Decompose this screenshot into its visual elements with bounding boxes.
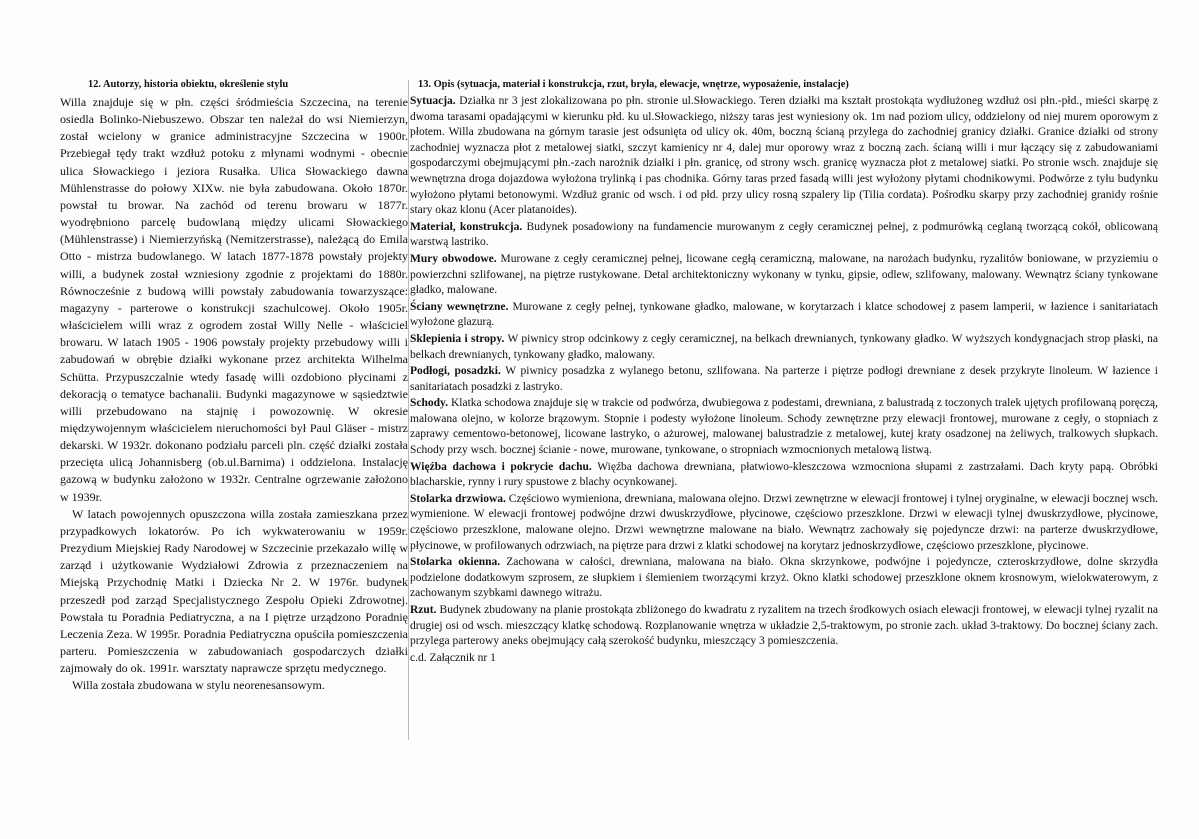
section-text: Murowane z cegły ceramicznej pełnej, licowane cegłą ceramiczną, malowane, na narożach budynku, ryzalitów boniowane, w przyziemiu o powierzchni szlifowanej, na piętrze rustykowane. Detal architektoniczny wykonany w tynku, gipsie, odlew, szlifowany, malowany. Wewnątrz ściany tynkowane gładko, malowane. <box>410 252 1159 297</box>
section-label: Schody. <box>410 397 449 410</box>
description-paragraph <box>410 364 1158 395</box>
section-text: Murowane z cegły pełnej, tynkowane gładko, malowane, w korytarzach i klatce schodowej z pasem lamperii, w łazience i sanitariatach wyłożone glazurą. <box>410 300 1159 329</box>
section-text: Działka nr 3 jest zlokalizowana po płn. stronie ul.Słowackiego. Teren działki ma kształt prostokąta wydłużoneg wzdłuż osi płn.-płd., mieści skarpę z dwoma tarasami opadającymi w kierunku płd. ku ul.Słowackiego, niższy taras jest wyniesiony ok. 1m nad poziom ulicy, oddzielony od niej murem oporowym z płotem. Willa zbudowana na górnym tarasie jest odsunięta od ulicy ok. 40m, boczną ścianą przylega do zachodniej granicy działki. Granice działki od strony zachodniej wyznacza płot z metalowej siatki, szczyt kamienicy nr 4, dalej mur oporowy wraz z boczną zach. ścianą willi i mur łączący się z zabudowaniami gospodarczymi obejmującymi płn.-zach narożnik działki i płn. granicę, od strony wsch. granicę wyznacza płot z metalowej siatki. Po stronie wsch. znajduje się wewnętrzna droga dojazdowa wyłożona trylinką i pas chodnika. Górny taras przed fasadą willi jest wyłożony płytami chodnikowymi. Podwórze z tyłu budynku wyłożono płytami betonowymi. Wzdłuż granic od wsch. i od płd. przy ulicy rosną szpalery lip (Tilia cordata). Pośrodku skarpy przy zachodniej granidy rośnie stary okaz klonu (Acer platanoides). <box>410 95 1159 217</box>
section-12-heading: 12. Autorzy, historia obiektu, określenie stylu <box>88 79 289 90</box>
section-label: Stolarka drzwiowa. <box>410 492 506 505</box>
description-paragraph <box>410 252 1158 299</box>
section-12-column <box>60 78 408 694</box>
history-paragraph-2: W latach powojennych opuszczona willa została zamieszkana przez przypadkowych lokatorów. Po ich wykwaterowaniu w 1959r. Prezydium Miejskiej Rady Narodowej w Szczecinie przekazało willę w zarząd i użytkowanie Wydziałowi Zdrowia z przeznaczeniem na Miejską Przychodnię Matki i Dziecka Nr 2. W 1976r. budynek przeszedł pod zarząd Specjalistycznego Zespołu Opieki Zdrowotnej. Powstała tu Poradnia Pediatryczna, a na I piętrze urządzono Poradnię Leczenia Zeza. W 1995r. Poradnia Pediatryczna opuściła pomieszczenia parteru. Pomieszczenia w zabudowaniach gospodarczych działki zajmowały do ok. 1991r. warsztaty naprawcze sprzętu medycznego. <box>60 506 408 676</box>
section-label: Sklepienia i stropy. <box>410 332 505 345</box>
section-13-body <box>410 94 1158 666</box>
description-paragraph <box>410 94 1158 219</box>
description-paragraph <box>410 300 1158 331</box>
description-paragraph <box>410 492 1158 554</box>
section-label: Sytuacja. <box>410 95 456 107</box>
section-text: Budynek zbudowany na planie prostokąta zbliżonego do kwadratu z ryzalitem na trzech środkowych osiach elewacji frontowej, w elewacji tylnej ryzalit na drugiej osi od wsch. mieszczący klatkę schodową. Rozplanowanie wnętrza w układzie 2,5-traktowym, po stronie zach. układ 3-traktowy. Do bocznej ściany zach. przylega parterowy aneks obejmujący całą szerokość budynku, mieszczący 3 pomieszczenia. <box>410 604 1159 648</box>
section-13-heading: 13. Opis (sytuacja, materiał i konstrukcja, rzut, bryła, elewacje, wnętrze, wyposażenie, instalacje) <box>418 79 849 90</box>
section-text: W piwnicy strop odcinkowy z cegły ceramicznej, na belkach drewnianych, tynkowany gładko. W wyższych kondygnacjach strop płaski, na belkach drewnianych, tynkowany gładko, malowany. <box>410 332 1158 361</box>
section-text: Klatka schodowa znajduje się w trakcie od podwórza, dwubiegowa z podestami, drewniana, z balustradą z toczonych tralek ujętych profilowaną poręczą, malowana olejno, w kolorze brązowym. Stopnie i podesty wyłożone linoleum. Schody zewnętrzne przy elewacji frontowej, murowane z cegły, o stopniach z zaprawy cementowo-betonowej, licowane lastryko, o ażurowej, malowanej balustradzie z metalowej, kutej kraty osadzonej na żeliwych, tralkowych słupkach. Schody przy wsch. bocznej ścianie - nowe, murowane, tynkowane, o stropniach wzmocnionych metalową listwą. <box>410 397 1159 457</box>
column-divider <box>408 80 409 740</box>
section-label: Mury obwodowe. <box>410 252 497 265</box>
section-label: Rzut. <box>410 604 437 616</box>
section-label: Stolarka okienna. <box>410 556 501 569</box>
section-12-body <box>60 94 408 694</box>
section-label: Więźba dachowa i pokrycie dachu. <box>410 460 592 473</box>
description-paragraph <box>410 555 1158 602</box>
description-paragraph <box>410 396 1158 458</box>
section-text: Częściowo wymieniona, drewniana, malowana olejno. Drzwi zewnętrzne w elewacji frontowej i tylnej oryginalne, w elewacji bocznej wsch. wymienione. W elewacji frontowej podwójne drzwi dwuskrzydłowe, płycinowe, częściowo przeszklone. Drzwi w elewacji tylnej dwuskrzydłowe, płycinowe, częściowo przeszklone, malowane olejno. Drzwi wewnętrzne malowane na biało. Wewnątrz zachowały się pojedyncze drzwi: na parterze dwuskrzydłowe, płycinowe, w profilowanych odrzwiach, na piętrze para drzwi z klatki schodowej na korytarz jednoskrzydłowe, częściowo przeszklone, płycinowe. <box>410 492 1158 552</box>
section-label: Podłogi, posadzki. <box>410 365 501 378</box>
description-paragraph <box>410 332 1158 363</box>
continuation-note: c.d. Załącznik nr 1 <box>410 651 496 664</box>
description-paragraph <box>410 460 1158 491</box>
section-13-column <box>410 78 1158 666</box>
description-paragraph <box>410 603 1158 650</box>
section-label: Ściany wewnętrzne. <box>410 300 509 313</box>
style-paragraph: Willa została zbudowana w stylu neorenesansowym. <box>72 678 325 693</box>
section-label: Materiał, konstrukcja. <box>410 220 523 233</box>
section-text: W piwnicy posadzka z wylanego betonu, szlifowana. Na parterze i piętrze podłogi drewniane z desek przykryte linoleum. W łazience i sanitariatach posadzki z lastryko. <box>410 365 1158 393</box>
description-paragraph <box>410 220 1158 251</box>
section-text: Budynek posadowiony na fundamencie murowanym z cegły ceramicznej pełnej, z podmurówką ceglaną tworzącą cokół, oblicowaną warstwą lastriko. <box>410 220 1159 249</box>
section-text: Zachowana w całości, drewniana, malowana na biało. Okna skrzynkowe, podwójne i pojedyncze, czteroskrzydłowe, dolne skrzydła podzielone dodatkowym szprosem, ze słupkiem i ślemieniem tworzącymi krzyż. Okno klatki schodowej przeszklone oknem krosnowym, wielokwaterowym, z zachowanym szybkami dawnego witrażu. <box>410 556 1158 600</box>
history-paragraph-1: Willa znajduje się w płn. części śródmieścia Szczecina, na terenie osiedla Bolinko-Niebuszewo. Obszar ten należał do wsi Niemierzyn, został wcielony w granice administracyjne Szczecina w 1900r. Przebiegał tędy trakt wzdłuż potoku z młynami wodnymi - obecnie ulica Słowackiego i jeziora Rusałka. Ulica Słowackiego dawna Mühlenstrasse do połowy XIXw. nie była zabudowana. Około 1870r. powstał tu browar. Na zachód od terenu browaru w 1877r. wyodrębniono parcelę budowlaną między ulicami Słowackiego (Mühlenstrasse) i Niemierzyńską (Nemitzerstrasse), należącą do Emila Otto - mistrza budowlanego. W latach 1877-1878 powstały projekty willi, a budynek został wzniesiony zgodnie z projektami do 1880r. Równocześnie z budową willi powstały zabudowania towarzyszące: magazyny - parterowe o konstrukcji szachulcowej. Około 1905r. właścicielem willi wraz z ogrodem został Willy Nelle - właściciel browaru. W latach 1905 - 1906 powstały projekty przebudowy willi i zabudowań w obrębie działki wykonane przez architekta Wilhelma Schütta. Przypuszczalnie wtedy fasadę willi ozdobiono płycinami z dekoracją o tematyce bachanalii. Budynki magazynowe w sąsiedztwie willi przebudowano na stajnię i powozownię. W okresie międzywojennym właścicielem nieruchomości był Paul Gläser - mistrz dekarski. W 1932r. dokonano podziału parceli pln. część działki została przecięta ulicą Johannisberg (ob.ul.Barnima) i oddzielona. Instalację gazową w budynku założono w 1932r. Centralne ogrzewanie założono w 1939r. <box>60 95 408 504</box>
section-text: Więźba dachowa drewniana, płatwiowo-kleszczowa wzmocniona słupami z zastrzałami. Dach kryty papą. Obróbki blacharskie, rynny i rury spustowe z blachy ocynkowanej. <box>410 460 1159 489</box>
